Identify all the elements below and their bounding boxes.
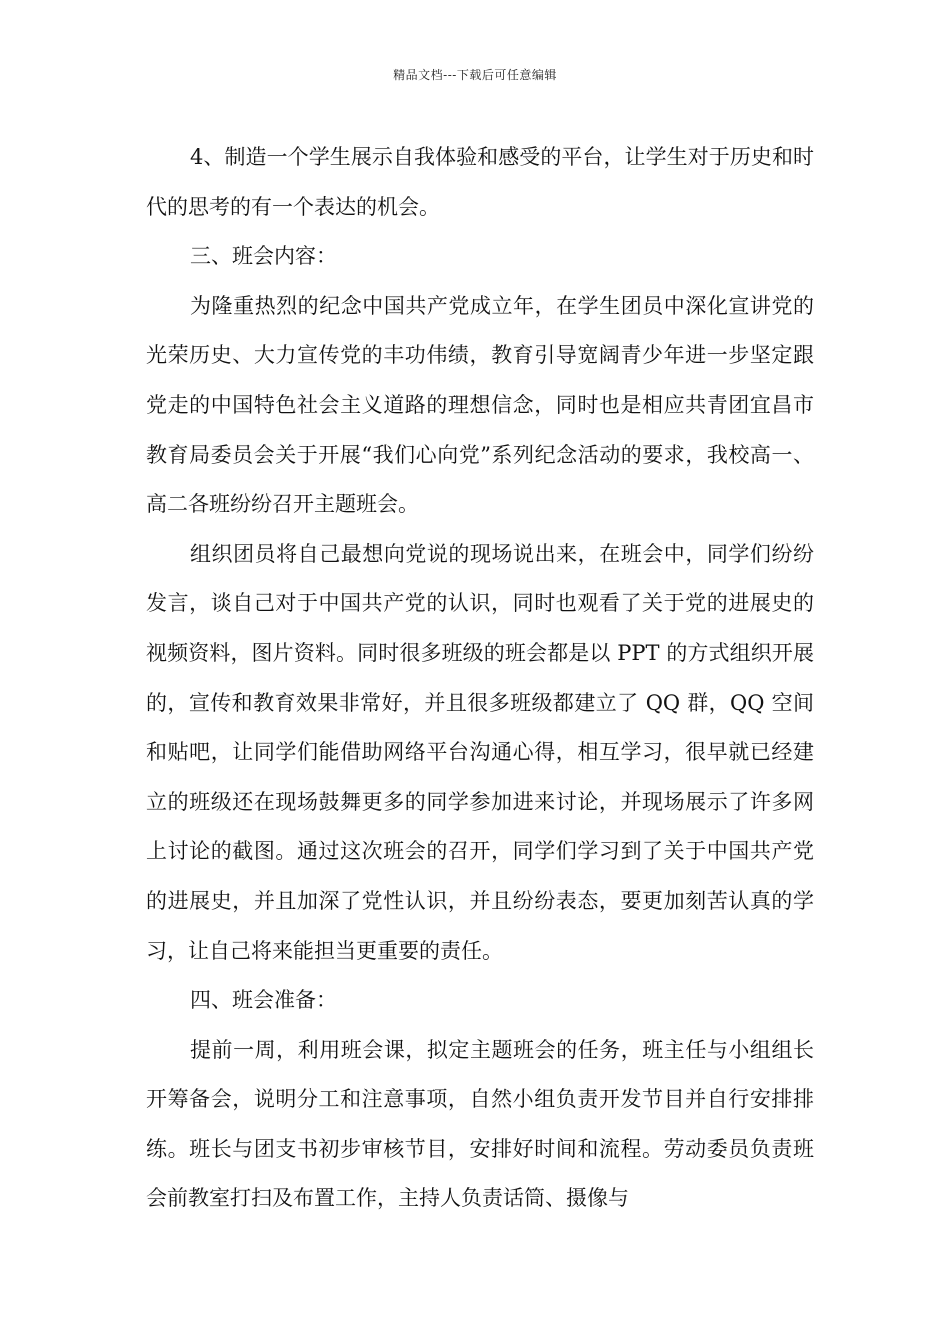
paragraph-content-activities: 组织团员将自己最想向党说的现场说出来，在班会中，同学们纷纷发言，谈自己对于中国共产党的认识，同时也观看了关于党的进展史的视频资料，图片资料。同时很多班级的班会都是以 PPT 的方式组织开展的，宣传和教育效果非常好，并且很多班级都建立了 QQ 群，QQ 空间和贴吧，让同学们能借助网络平台沟通心得，相互学习，很早就已经建立的班级还在现场鼓舞更多的同学参加进来讨论，并现场展示了许多网上讨论的截图。通过这次班会的召开，同学们学习到了关于中国共产党的进展史，并且加深了党性认识，并且纷纷表态，要更加刻苦认真的学习，让自己将来能担当更重要的责任。 — [146, 541, 814, 963]
page-header: 精品文档---下载后可任意编辑 — [393, 68, 557, 82]
section-heading-preparation: 四、班会准备： — [190, 988, 337, 1013]
paragraph-goal-4: 4、制造一个学生展示自我体验和感受的平台，让学生对于历史和时代的思考的有一个表达的机会。 — [146, 145, 814, 219]
document-body — [146, 133, 814, 1224]
paragraph-content-intro: 为隆重热烈的纪念中国共产党成立年，在学生团员中深化宣讲党的光荣历史、大力宣传党的丰功伟绩，教育引导宽阔青少年进一步坚定跟党走的中国特色社会主义道路的理想信念，同时也是相应共青团宜昌市教育局委员会关于开展“我们心向党”系列纪念活动的要求，我校高一、高二各班纷纷召开主题班会。 — [146, 293, 814, 517]
section-heading-content: 三、班会内容： — [190, 244, 337, 269]
paragraph-preparation: 提前一周，利用班会课，拟定主题班会的任务，班主任与小组组长开筹备会，说明分工和注意事项，自然小组负责开发节目并自行安排排练。班长与团支书初步审核节目，安排好时间和流程。劳动委员负责班会前教室打扫及布置工作，主持人负责话筒、摄像与 — [146, 1037, 814, 1211]
